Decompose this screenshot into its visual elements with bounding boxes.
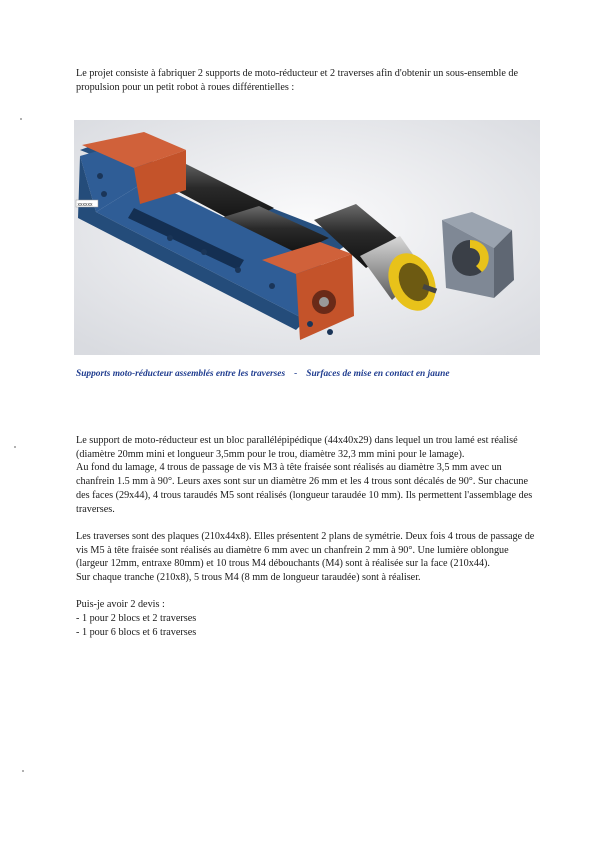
tranche-text: Sur chaque tranche (210x8), 5 trous M4 (8 mm de longueur taraudée) sont à réaliser. xyxy=(76,572,421,584)
fond-text: Au fond du lamage, 4 trous de passage de vis M3 à tête fraisée sont réalisés au diamètre 3,5 mm avec un chanfrein 1.5 mm à 90°. Leurs axes sont sur un diamètre 26 mm et les 4 trous sont décalés de 90°. Sur chacune des faces (29x44), 4 trous taraudés M5 sont réalisés (longueur taraudée 10 mm). Ils permettent l'assemblage des traverses. xyxy=(76,462,533,515)
intro-paragraph: Le projet consiste à fabriquer 2 supports de moto-réducteur et 2 traverses afin d'obtenir un sous-ensemble de propulsion pour un petit robot à roues différentielles : xyxy=(76,68,519,93)
scan-speck xyxy=(20,118,22,120)
caption-left: Supports moto-réducteur assemblés entre les traverses xyxy=(76,369,286,379)
support-paragraph xyxy=(76,434,542,516)
devis-request xyxy=(76,598,542,639)
devis-item: - 1 pour 6 blocs et 6 traverses xyxy=(76,626,197,638)
devis-item: - 1 pour 2 blocs et 2 traverses xyxy=(76,613,197,625)
traverses-text: Les traverses sont des plaques (210x44x8). Elles présentent 2 plans de symétrie. Deux fois 4 trous de passage de vis M5 à tête fraisée sont réalisés au diamètre 6 mm avec un chanfrein 2 mm à 90°. Une lumière oblongue (largeur 12mm, entraxe 80mm) et 10 trous M4 débouchants (M4) sont à réalisée sur la face (210x44). xyxy=(76,530,535,570)
document-body xyxy=(76,434,542,640)
scan-speck xyxy=(22,770,24,772)
assembly-render-image xyxy=(74,120,540,355)
figure-caption xyxy=(76,369,546,379)
devis-question: Puis-je avoir 2 devis : xyxy=(76,599,165,611)
traverses-paragraph xyxy=(76,530,542,585)
scan-speck xyxy=(14,446,16,448)
caption-right: Surfaces de mise en contact en jaune xyxy=(306,369,450,379)
caption-separator: - xyxy=(294,369,298,379)
assembly-render-svg xyxy=(74,120,540,355)
figure-tag-label: xxxxxx xyxy=(77,202,93,208)
support-text: Le support de moto-réducteur est un bloc parallélépipédique (44x40x29) dans lequel un trou lamé est réalisé (diamètre 20mm mini et longueur 3,5mm pour le trou, diamètre 32,3 mm mini pour le lamage). xyxy=(76,435,518,460)
